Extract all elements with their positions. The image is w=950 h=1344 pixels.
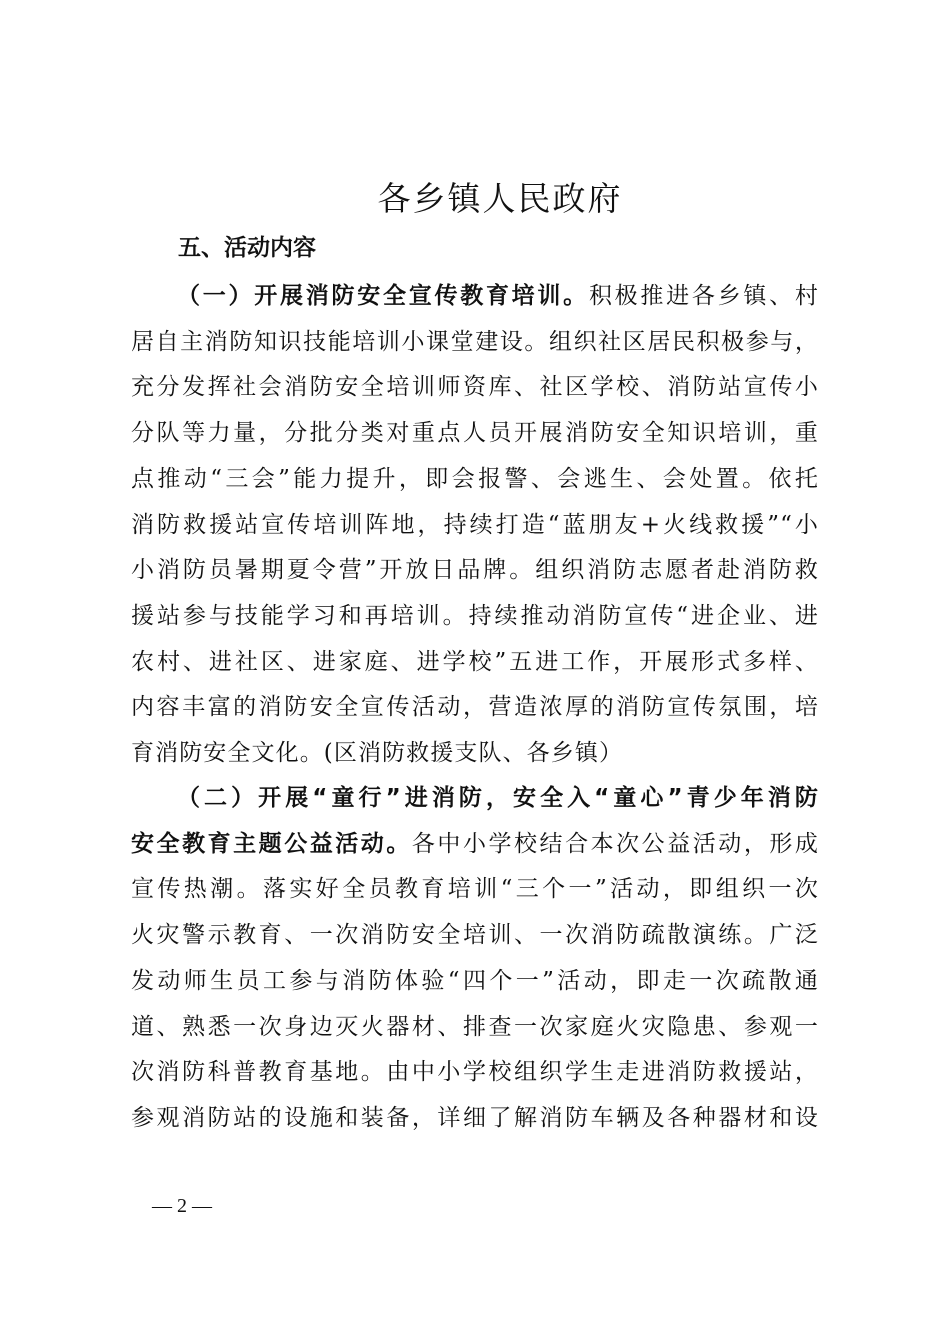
paragraph-line: 参观消防站的设施和装备，详细了解消防车辆及各种器材和设	[131, 1104, 819, 1131]
paragraph-text: 积极推进各乡镇、村	[588, 283, 819, 309]
paragraph-youth-fire-education	[131, 776, 819, 1142]
page-number: — 2 —	[152, 1195, 212, 1217]
paragraph-line: 农村、进社区、进家庭、进学校”五进工作，开展形式多样、	[131, 648, 819, 675]
paragraph-line: 发动师生员工参与消防体验“四个一”活动，即走一次疏散通	[131, 967, 819, 994]
paragraph-line	[131, 776, 819, 822]
page-title: 各乡镇人民政府	[377, 179, 623, 218]
paragraph-line: 小消防员暑期夏令营”开放日品牌。组织消防志愿者赴消防救	[131, 557, 819, 584]
paragraph-lead: （二）开展“童行”进消防，安全入“童心”青少年消防	[177, 785, 819, 811]
paragraph-line	[131, 822, 819, 868]
paragraph-line: 分队等力量，分批分类对重点人员开展消防安全知识培训，重	[131, 420, 819, 447]
paragraph-line: 消防救援站宣传培训阵地，持续打造“蓝朋友+火线救援”“小	[131, 511, 819, 538]
paragraph-line: 援站参与技能学习和再培训。持续推动消防宣传“进企业、进	[131, 602, 819, 629]
paragraph-line: 居自主消防知识技能培训小课堂建设。组织社区居民积极参与，	[131, 328, 819, 355]
paragraph-line: 道、熟悉一次身边灭火器材、排查一次家庭火灾隐患、参观一	[131, 1013, 819, 1040]
paragraph-line: 点推动“三会”能力提升，即会报警、会逃生、会处置。依托	[131, 465, 819, 492]
paragraph-line: 火灾警示教育、一次消防安全培训、一次消防疏散演练。广泛	[131, 922, 819, 949]
paragraph-lead: 安全教育主题公益活动。	[131, 830, 412, 857]
paragraph-line: 充分发挥社会消防安全培训师资库、社区学校、消防站宣传小	[131, 374, 819, 401]
paragraph-line: 育消防安全文化。(区消防救援支队、各乡镇）	[131, 740, 624, 767]
paragraph-text: 各中小学校结合本次公益活动，形成	[411, 830, 819, 857]
paragraph-fire-safety-training	[131, 274, 819, 777]
section-heading: 五、活动内容	[178, 235, 316, 261]
paragraph-lead: （一）开展消防安全宣传教育培训。	[177, 283, 589, 309]
paragraph-line: 次消防科普教育基地。由中小学校组织学生走进消防救援站，	[131, 1059, 819, 1086]
paragraph-line: 内容丰富的消防安全宣传活动，营造浓厚的消防宣传氛围，培	[131, 694, 819, 721]
paragraph-line: 宣传热潮。落实好全员教育培训“三个一”活动，即组织一次	[131, 876, 819, 903]
paragraph-line	[131, 274, 819, 320]
